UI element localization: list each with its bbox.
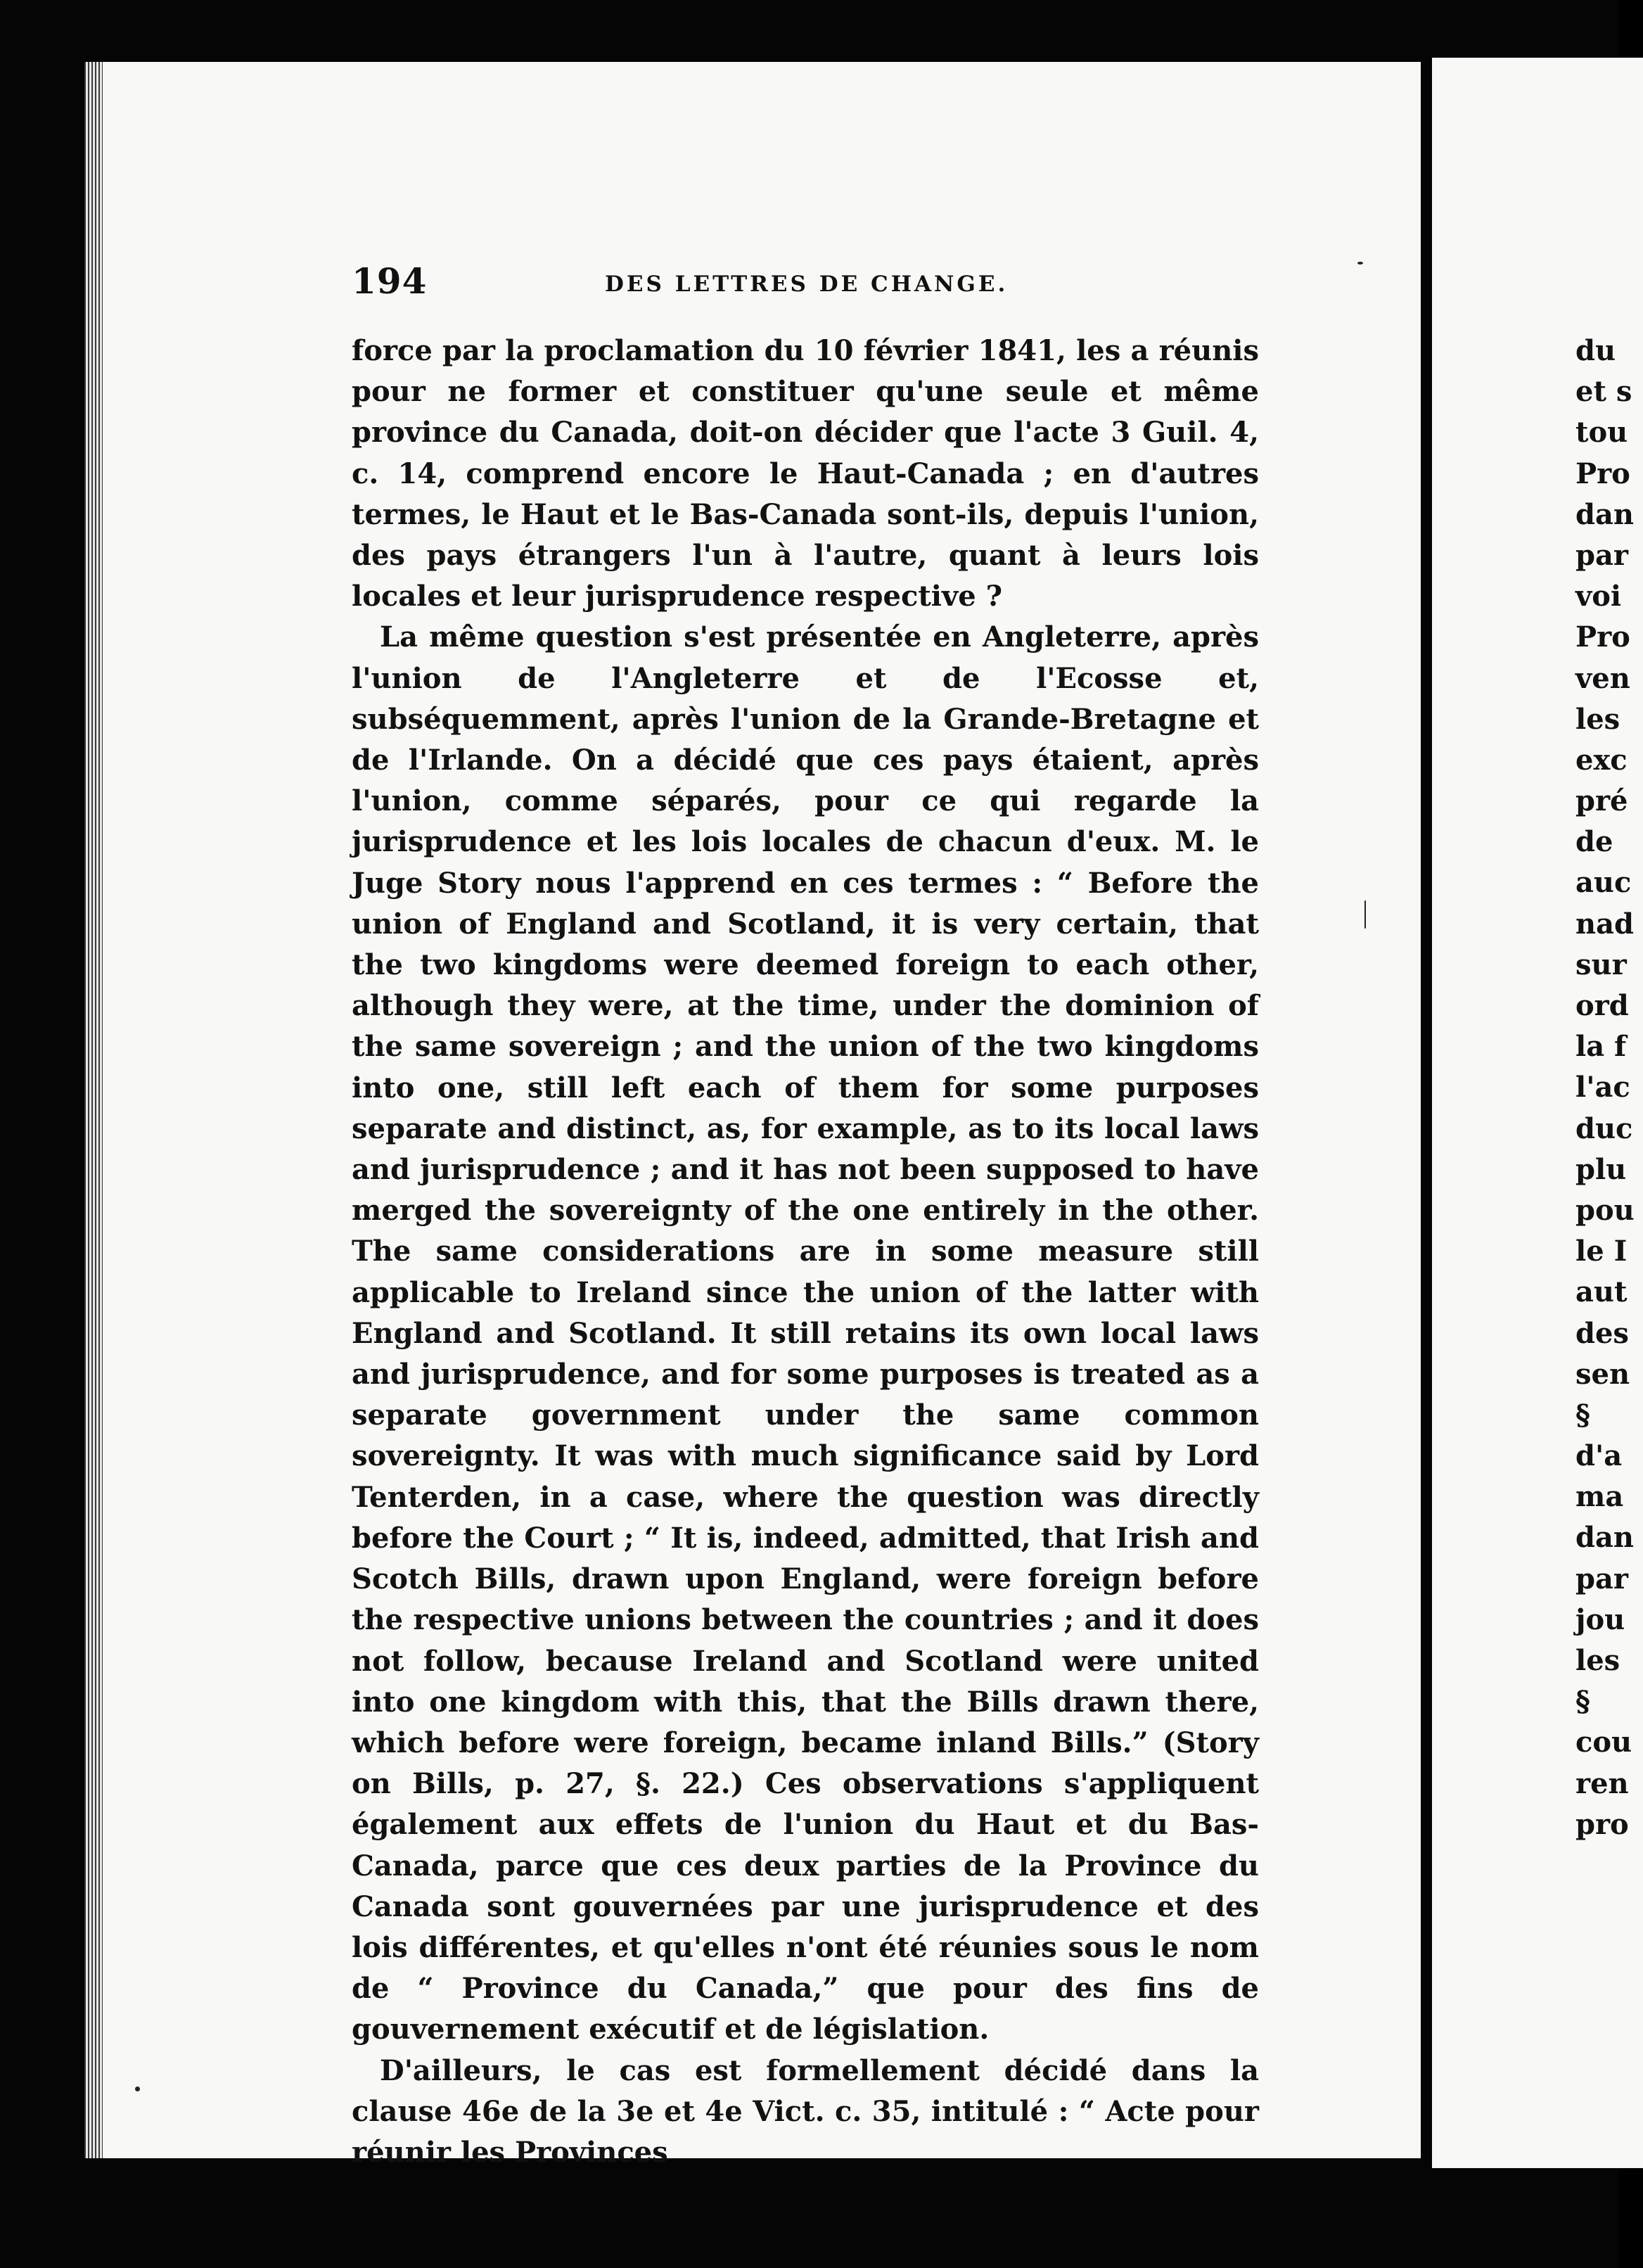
facing-line-fragment: par <box>1575 538 1628 572</box>
facing-line-fragment: par <box>1575 1562 1628 1595</box>
facing-line-fragment: les <box>1575 702 1620 736</box>
facing-line-fragment: sur <box>1575 948 1627 981</box>
facing-line-fragment: plu <box>1575 1152 1627 1186</box>
facing-line-fragment: et s <box>1575 375 1632 409</box>
facing-line-fragment: § <box>1575 1685 1590 1719</box>
facing-line-fragment: dan <box>1575 497 1634 531</box>
facing-line-fragment: pro <box>1575 1807 1629 1841</box>
facing-line-fragment: ven <box>1575 661 1630 695</box>
facing-line-fragment: exc <box>1575 743 1628 777</box>
facing-line-fragment: cou <box>1575 1726 1632 1759</box>
facing-line-fragment: l'ac <box>1575 1071 1630 1104</box>
facing-line-fragment: Pro <box>1575 620 1630 654</box>
facing-line-fragment: duc <box>1575 1111 1633 1145</box>
facing-line-fragment: les <box>1575 1644 1620 1677</box>
facing-line-fragment: d'a <box>1575 1439 1623 1473</box>
facing-line-fragment: Pro <box>1575 457 1630 490</box>
print-speck <box>1364 900 1366 929</box>
facing-line-fragment: § <box>1575 1398 1590 1432</box>
paragraph: D'ailleurs, le cas est formellement décidé dans la clause 46e de la 3e et 4e Vict. c. 35, intitulé : “ Acte pour réunir les Provinces <box>352 2053 1259 2169</box>
facing-line-fragment: auc <box>1575 866 1632 900</box>
print-speck <box>135 2087 140 2091</box>
paragraph: La même question s'est présentée en Angleterre, après l'union de l'Angleterre et de l'Ecosse et, subséquemment, après l'union de la Grande-Bretagne et de l'Irlande. On a décidé que ces pays étaient, après l'union, comme séparés, pour ce qui regarde la jurisprudence et les lois locales de chacun d'eux. M. le Juge Story nous l'apprend en ces termes : “ Before the union of England and Scotland, it is very certain, that the two kingdoms were deemed foreign to each other, although they were, at the time, under the dominion of the same sovereign ; and the union of the two kingdoms into one, still left each of them for some purposes separate and distinct, as, for example, as to its local laws and jurisprudence ; and it has not been supposed to have merged the sovereignty of the one entirely in the other. The same considerations are in some measure still applicable to Ireland since the union of the latter with England and Scotland. It still retains its own local laws and jurisprudence, and for some purposes is treated as a separate government under the same common sovereignty. It was with much significance said by Lord Tenterden, in a case, where the question was directly before the Court ; “ It is, indeed, admitted, that Irish and Scotch Bills, drawn upon England, were foreign before the respective unions between the countries ; and it does not follow, because Ireland and Scotland were united into one kingdom with this, that the Bills drawn there, which before were foreign, became inland Bills.” (Story on Bills, p. 27, §. 22.) Ces observations s'appliquent également aux effets de l'union du Haut et du Bas-Canada, parce que ces deux parties de la Province du Canada sont gouvernées par une jurisprudence et des lois différentes, et qu'elles n'ont été réunies sous le nom de “ Province du Canada,” que pour des fins de gouvernement exécutif et de législation. <box>352 620 1259 2046</box>
print-speck <box>1357 262 1363 265</box>
facing-line-fragment: nad <box>1575 907 1634 941</box>
body-text <box>352 331 1259 2173</box>
facing-line-fragment: ma <box>1575 1480 1624 1514</box>
facing-page-text <box>1575 331 1635 1845</box>
running-head-title: DES LETTRES DE CHANGE. <box>605 272 1009 297</box>
facing-line-fragment: ren <box>1575 1766 1629 1800</box>
facing-line-fragment: jou <box>1575 1603 1625 1636</box>
facing-line-fragment: la f <box>1575 1030 1627 1064</box>
facing-line-fragment: tou <box>1575 416 1628 450</box>
facing-line-fragment: voi <box>1575 580 1622 613</box>
facing-line-fragment: de <box>1575 825 1613 859</box>
facing-line-fragment: ord <box>1575 989 1629 1022</box>
facing-line-fragment: aut <box>1575 1275 1628 1309</box>
page-number: 194 <box>352 260 428 302</box>
facing-line-fragment: pou <box>1575 1193 1635 1227</box>
page-edge-stack <box>84 62 103 2158</box>
paragraph: force par la proclamation du 10 février 1841, les a réunis pour ne former et constituer qu'une seule et même province du Canada, doit-on décider que l'acte 3 Guil. 4, c. 14, comprend encore le Haut-Canada ; en d'autres termes, le Haut et le Bas-Canada sont-ils, depuis l'union, des pays étrangers l'un à l'autre, quant à leurs lois locales et leur jurisprudence respective ? <box>352 334 1259 613</box>
facing-line-fragment: le I <box>1575 1235 1628 1268</box>
facing-line-fragment: pré <box>1575 784 1628 818</box>
facing-line-fragment: des <box>1575 1316 1629 1350</box>
facing-line-fragment: du <box>1575 334 1616 367</box>
facing-line-fragment: dan <box>1575 1521 1634 1555</box>
facing-line-fragment: sen <box>1575 1357 1630 1391</box>
